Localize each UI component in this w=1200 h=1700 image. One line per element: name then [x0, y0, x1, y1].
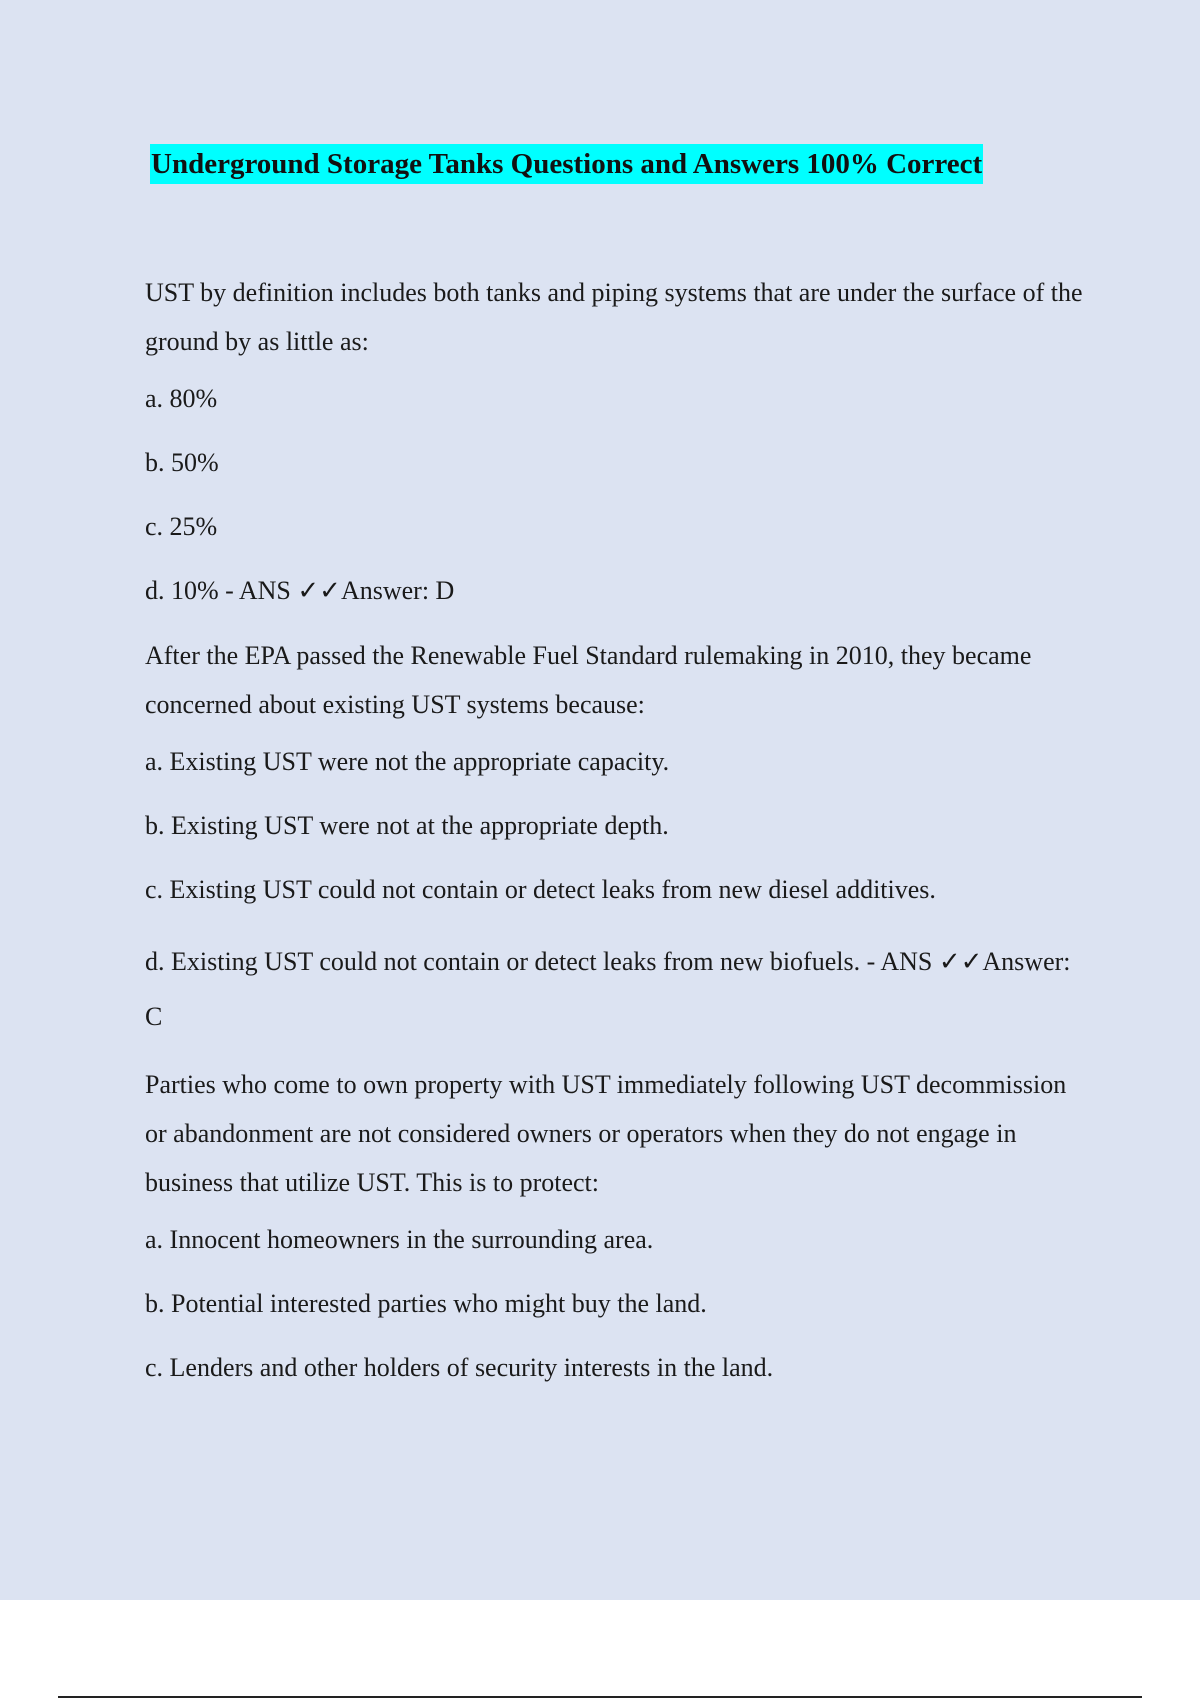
option-a: a. Existing UST were not the appropriate capacity. [145, 747, 670, 776]
document-title: Underground Storage Tanks Questions and Answers 100% Correct [150, 144, 983, 184]
option-a: a. Innocent homeowners in the surrounding area. [145, 1225, 654, 1254]
document-body [145, 268, 1085, 1412]
question-text: Parties who come to own property with UST immediately following UST decommission or abandonment are not considered owners or operators when they do not engage in business that utilize UST. This is to protect: [145, 1070, 1067, 1197]
option-b: b. Existing UST were not at the appropriate depth. [145, 811, 669, 840]
option-c: c. 25% [145, 512, 218, 541]
option-b: b. Potential interested parties who might buy the land. [145, 1289, 707, 1318]
option-a: a. 80% [145, 384, 218, 413]
option-d-answer: d. 10% - ANS ✓✓Answer: D [145, 576, 455, 605]
option-d-answer: d. Existing UST could not contain or detect leaks from new biofuels. - ANS ✓✓Answer: C [145, 947, 1071, 1031]
option-b: b. 50% [145, 448, 219, 477]
question-text: After the EPA passed the Renewable Fuel Standard rulemaking in 2010, they became concerned about existing UST systems because: [145, 641, 1032, 719]
option-c: c. Existing UST could not contain or detect leaks from new diesel additives. [145, 875, 936, 904]
footer-divider [58, 1696, 1142, 1698]
page-footer [0, 1600, 1200, 1700]
option-c: c. Lenders and other holders of security interests in the land. [145, 1353, 774, 1382]
question-text: UST by definition includes both tanks and piping systems that are under the surface of the ground by as little as: [145, 278, 1083, 356]
title-container [150, 144, 1084, 184]
